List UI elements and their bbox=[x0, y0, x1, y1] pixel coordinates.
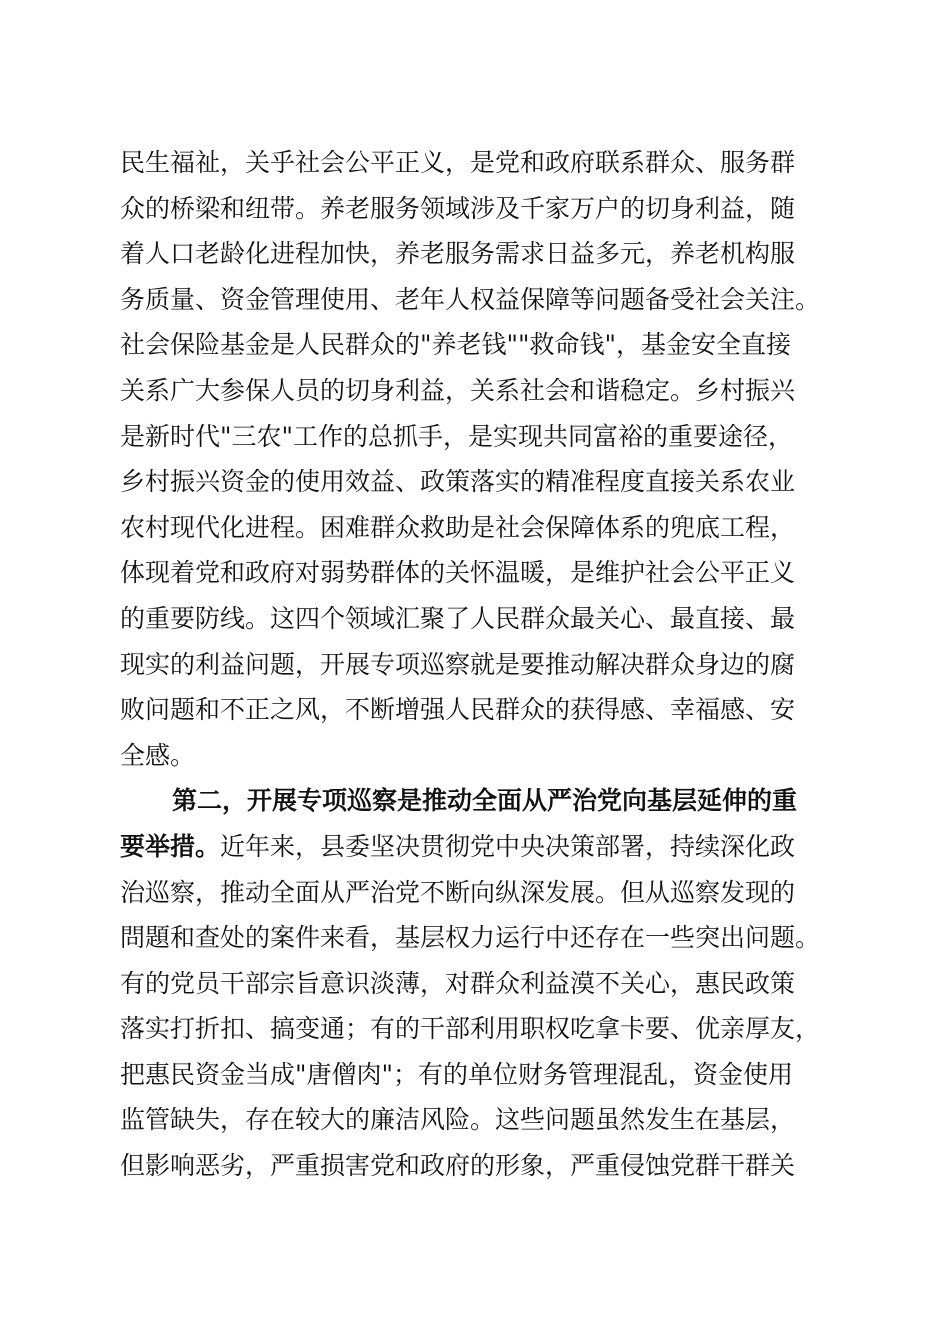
body-text bbox=[120, 140, 840, 1189]
text-line: 社会保险基金是人民群众的"养老钱""救命钱"，基金安全直接 bbox=[120, 330, 791, 360]
text-line bbox=[120, 778, 840, 824]
text-line: 体现着党和政府对弱势群体的关怀温暖，是维护社会公平正义 bbox=[120, 558, 796, 588]
text-line: 败问题和不正之风，不断增强人民群众的获得感、幸福感、安 bbox=[120, 695, 796, 725]
text-line: 全感。 bbox=[120, 740, 196, 770]
text-line: 但影响恶劣，严重损害党和政府的形象，严重侵蚀党群干群关 bbox=[120, 1151, 796, 1181]
text-run: 近年来，县委坚决贯彻党中央决策部署，持续深化政 bbox=[220, 831, 796, 861]
section-heading-end: 要举措。 bbox=[120, 831, 221, 861]
text-line: 的重要防线。这四个领域汇聚了人民群众最关心、最直接、最 bbox=[120, 603, 796, 633]
text-line: 现实的利益问题，开展专项巡察就是要推动解决群众身边的腐 bbox=[120, 649, 796, 679]
text-line: 把惠民资金当成"唐僧肉"；有的单位财务管理混乱，资金使用 bbox=[120, 1059, 794, 1089]
text-line: 治巡察，推动全面从严治党不断向纵深发展。但从巡察发现的 bbox=[120, 877, 796, 907]
text-line: 乡村振兴资金的使用效益、政策落实的精准程度直接关系农业 bbox=[120, 467, 796, 497]
text-line: 农村现代化进程。困难群众救助是社会保障体系的兜底工程， bbox=[120, 512, 796, 542]
paragraph-1 bbox=[120, 140, 840, 778]
text-line: 监管缺失，存在较大的廉洁风险。这些问题虽然发生在基层， bbox=[120, 1105, 796, 1135]
text-line: 关系广大参保人员的切身利益，关系社会和谐稳定。乡村振兴 bbox=[120, 375, 796, 405]
text-line: 是新时代"三农"工作的总抓手，是实现共同富裕的重要途径， bbox=[120, 421, 794, 451]
section-heading: 第二，开展专项巡察是推动全面从严治党向基层延伸的重 bbox=[172, 786, 798, 816]
text-line: 有的党员干部宗旨意识淡薄，对群众利益漠不关心，惠民政策 bbox=[120, 968, 796, 998]
text-line: 着人口老龄化进程加快，养老服务需求日益多元，养老机构服 bbox=[120, 239, 796, 269]
text-line bbox=[120, 824, 840, 870]
text-line: 民生福祉，关乎社会公平正义，是党和政府联系群众、服务群 bbox=[120, 148, 796, 177]
text-line: 問題和查处的案件来看，基层权力运行中还存在一些突出问题。 bbox=[120, 923, 821, 953]
text-line: 众的桥梁和纽带。养老服务领域涉及千家万户的切身利益，随 bbox=[120, 193, 796, 223]
paragraph-2 bbox=[120, 778, 840, 1188]
text-line: 落实打折扣、搞变通；有的干部利用职权吃拿卡要、优亲厚友， bbox=[120, 1014, 821, 1044]
text-line: 务质量、资金管理使用、老年人权益保障等问题备受社会关注。 bbox=[120, 284, 821, 314]
